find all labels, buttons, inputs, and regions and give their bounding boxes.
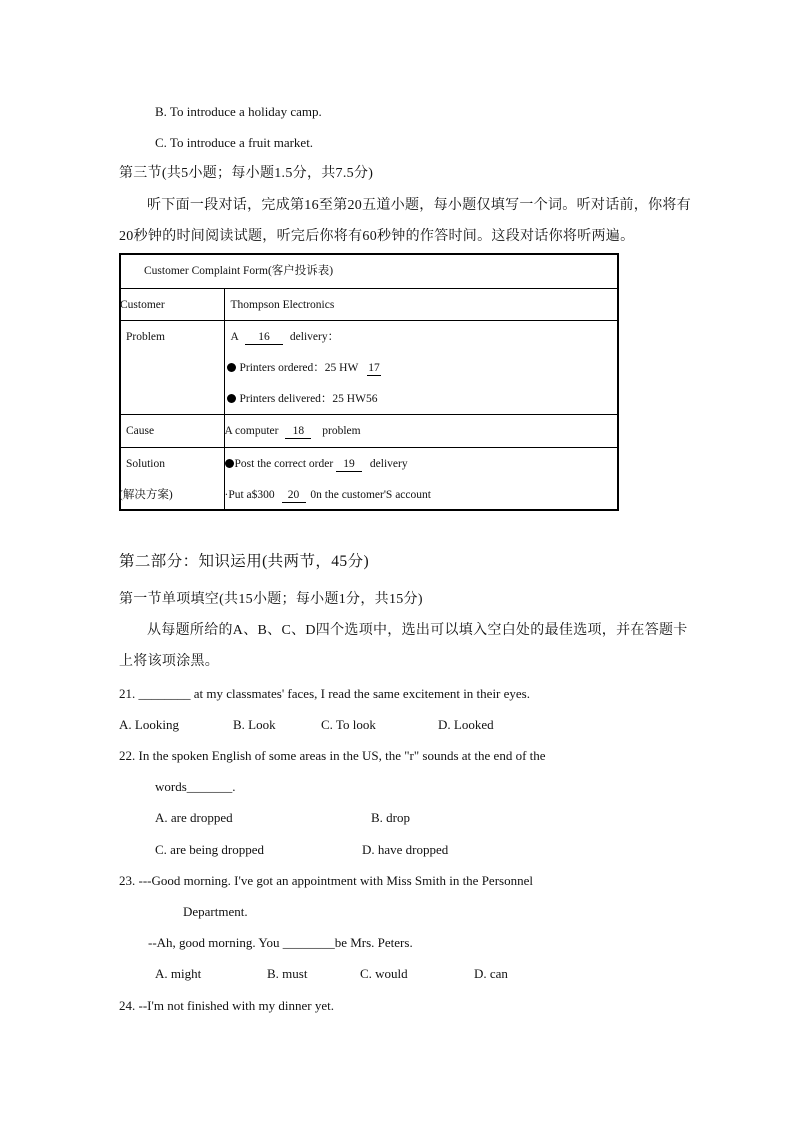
part2-instruction-line-1: 从每题所给的A、B、C、D四个选项中，选出可以填入空白处的最佳选项，并在答题卡 xyxy=(147,623,688,638)
problem-suffix: delivery： xyxy=(289,330,340,343)
option-b: B. To introduce a holiday camp. xyxy=(155,104,322,119)
customer-value-cell xyxy=(224,288,618,320)
blank-20: 20 xyxy=(282,489,306,503)
customer-value: Thompson Electronics xyxy=(230,298,335,311)
q23-stem-line-2: Department. xyxy=(183,904,248,919)
cause-line xyxy=(225,423,361,439)
problem-line xyxy=(231,329,340,345)
solution-line-1 xyxy=(225,456,408,472)
customer-label-cell xyxy=(120,288,224,320)
ordered-text: Printers ordered：25 HW xyxy=(239,361,359,374)
problem-label-cell xyxy=(120,320,224,414)
form-title: Customer Complaint Form(客户投诉表) xyxy=(144,265,334,277)
solution2-suffix: 0n the customer'S account xyxy=(310,488,431,501)
solution-label-zh: (解决方案) xyxy=(119,488,173,501)
section3-title: 第三节(共5小题；每小题1.5分，共7.5分) xyxy=(119,166,374,181)
option-c: C. To introduce a fruit market. xyxy=(155,135,314,150)
blank-18: 18 xyxy=(285,425,311,439)
form-title-cell xyxy=(120,254,618,288)
customer-label: Customer xyxy=(120,298,165,311)
bullet-icon xyxy=(227,394,236,403)
q22-option-c: C. are being dropped xyxy=(155,842,265,857)
q24-stem: 24. --I'm not finished with my dinner yet. xyxy=(119,998,335,1013)
solution1-prefix: Post the correct order xyxy=(234,457,334,470)
solution2-prefix: ·Put a$300 xyxy=(224,488,275,501)
blank-19: 19 xyxy=(336,458,362,472)
q22-stem-line-1: 22. In the spoken English of some areas in the US, the "r" sounds at the end of the xyxy=(119,748,546,763)
q21-option-b: B. Look xyxy=(233,717,276,732)
cause-value-cell xyxy=(224,414,618,447)
q22-stem-line-2: words_______. xyxy=(155,779,236,794)
q21-option-a: A. Looking xyxy=(119,717,179,732)
cause-suffix: problem xyxy=(322,424,361,437)
q22-option-d: D. have dropped xyxy=(362,842,449,857)
problem-label: Problem xyxy=(126,330,165,343)
problem-value-cell xyxy=(224,320,618,414)
part2-title: 第二部分：知识运用(共两节，45分) xyxy=(119,553,370,570)
cause-prefix: A computer xyxy=(224,424,279,437)
q23-stem-line-3: --Ah, good morning. You ________be Mrs. Peters. xyxy=(148,935,413,950)
solution-label-cell xyxy=(120,447,224,510)
solution-line-2 xyxy=(225,487,431,503)
bullet-icon xyxy=(227,363,236,372)
instruction-line-2: 20秒钟的时间阅读试题，听完后你将有60秒钟的作答时间。这段对话你将听两遍。 xyxy=(119,229,635,244)
q23-option-c: C. would xyxy=(360,966,408,981)
cause-label-cell xyxy=(120,414,224,447)
section1-title: 第一节单项填空(共15小题；每小题1分，共15分) xyxy=(119,592,423,607)
ordered-line xyxy=(227,360,381,376)
q21-option-c: C. To look xyxy=(321,717,376,732)
delivered-line xyxy=(227,391,378,407)
q23-option-a: A. might xyxy=(155,966,202,981)
q21-stem: 21. ________ at my classmates' faces, I read the same excitement in their eyes. xyxy=(119,686,530,701)
q23-stem-line-1: 23. ---Good morning. I've got an appointment with Miss Smith in the Personnel xyxy=(119,873,533,888)
q21-option-d: D. Looked xyxy=(438,717,494,732)
solution-label: Solution xyxy=(126,457,165,470)
instruction-line-1: 听下面一段对话，完成第16至第20五道小题，每小题仅填写一个词。听对话前，你将有 xyxy=(147,198,691,213)
bullet-icon xyxy=(225,459,234,468)
cause-label: Cause xyxy=(126,424,155,437)
part2-instruction-line-2: 上将该项涂黑。 xyxy=(119,654,220,669)
blank-17: 17 xyxy=(368,361,380,374)
q23-option-b: B. must xyxy=(267,966,308,981)
problem-prefix: A xyxy=(230,330,239,343)
complaint-form-table xyxy=(119,253,619,511)
q23-option-d: D. can xyxy=(474,966,508,981)
delivered-text: Printers delivered：25 HW56 xyxy=(239,392,378,405)
solution1-suffix: delivery xyxy=(369,457,408,470)
solution-value-cell xyxy=(224,447,618,510)
q22-option-b: B. drop xyxy=(371,810,410,825)
blank-16: 16 xyxy=(245,331,283,345)
q22-option-a: A. are dropped xyxy=(155,810,233,825)
